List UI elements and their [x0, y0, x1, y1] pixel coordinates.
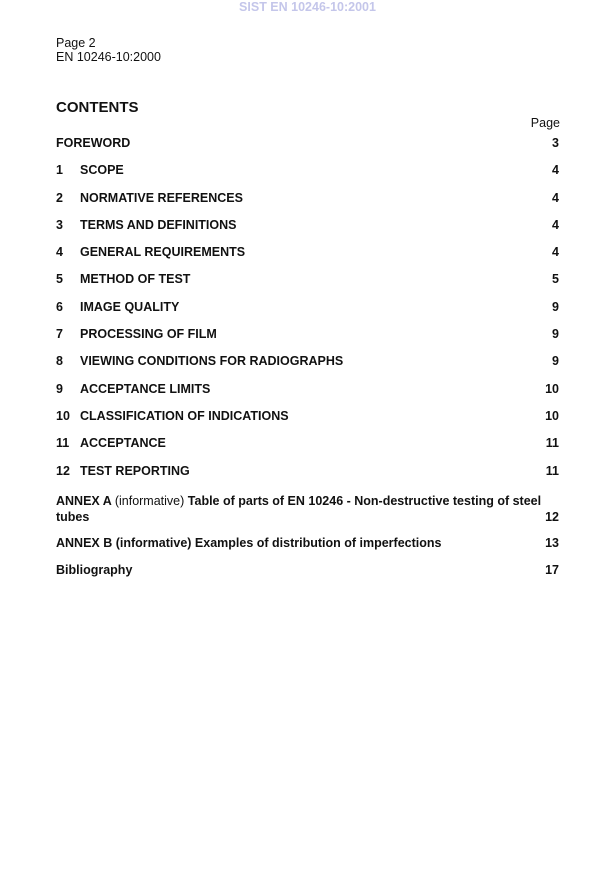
toc-number: 5: [56, 272, 63, 287]
page-header: [56, 36, 161, 64]
toc-label: PROCESSING OF FILM: [80, 327, 217, 342]
toc-entry[interactable]: [56, 354, 559, 381]
toc-label: SCOPE: [80, 163, 124, 178]
toc-page: 11: [545, 436, 559, 451]
toc-page: 9: [552, 327, 559, 342]
toc-entry[interactable]: [56, 300, 559, 327]
toc-number: 10: [56, 408, 70, 423]
toc-page: 4: [552, 217, 559, 232]
toc-entry-annex-b[interactable]: [56, 536, 559, 563]
toc-number: 7: [56, 327, 63, 342]
annex-a-title: Table of parts of EN 10246 - Non-destructive testing of steel tubes: [56, 493, 542, 524]
toc-entry[interactable]: [56, 464, 559, 491]
toc-page: 4: [552, 245, 559, 260]
page-column-label: Page: [530, 116, 560, 130]
toc-number: 2: [56, 190, 63, 205]
toc-page: 12: [545, 509, 559, 524]
page-number: Page 2: [56, 36, 96, 50]
toc-number: 11: [56, 436, 70, 451]
toc-page: 17: [545, 563, 559, 578]
toc-number: 8: [56, 354, 63, 369]
toc-entry[interactable]: [56, 245, 559, 272]
toc-label: ACCEPTANCE: [80, 436, 166, 451]
watermark: SIST EN 10246-10:2001: [239, 0, 376, 14]
toc-number: 1: [56, 163, 63, 178]
toc-label: ACCEPTANCE LIMITS: [80, 381, 211, 396]
toc-entry[interactable]: [56, 163, 559, 190]
annex-a-qualifier: (informative): [114, 493, 185, 508]
toc-label: TEST REPORTING: [80, 463, 190, 478]
toc-entry-annex-a[interactable]: [56, 493, 559, 536]
toc-label: CLASSIFICATION OF INDICATIONS: [80, 408, 289, 423]
table-of-contents: [56, 136, 559, 590]
toc-entry[interactable]: [56, 409, 559, 436]
toc-page: 3: [552, 136, 559, 150]
toc-number: 3: [56, 217, 63, 232]
toc-page: 4: [552, 190, 559, 205]
toc-page: 10: [545, 408, 559, 423]
toc-page: 11: [545, 463, 559, 478]
standard-id: EN 10246-10:2000: [56, 50, 161, 64]
toc-label: VIEWING CONDITIONS FOR RADIOGRAPHS: [80, 354, 344, 369]
toc-page: 10: [545, 381, 559, 396]
toc-page: 9: [552, 299, 559, 314]
toc-number: 6: [56, 299, 63, 314]
toc-number: 4: [56, 245, 63, 260]
toc-number: 9: [56, 381, 63, 396]
toc-entry[interactable]: [56, 382, 559, 409]
toc-label: FOREWORD: [56, 136, 131, 150]
toc-label: NORMATIVE REFERENCES: [80, 190, 243, 205]
toc-entry[interactable]: [56, 272, 559, 299]
toc-entry[interactable]: [56, 327, 559, 354]
toc-label: GENERAL REQUIREMENTS: [80, 245, 246, 260]
toc-number: 12: [56, 463, 70, 478]
toc-page: 9: [552, 354, 559, 369]
toc-label: ANNEX B (informative) Examples of distribution of imperfections: [56, 535, 442, 550]
toc-page: 5: [552, 272, 559, 287]
toc-label: IMAGE QUALITY: [80, 299, 180, 314]
toc-entry[interactable]: [56, 436, 559, 463]
toc-entry-foreword[interactable]: [56, 136, 559, 163]
toc-page: 13: [545, 535, 559, 550]
toc-entry[interactable]: [56, 191, 559, 218]
toc-label: TERMS AND DEFINITIONS: [80, 217, 237, 232]
toc-page: 4: [552, 163, 559, 178]
contents-title: CONTENTS: [56, 99, 139, 116]
annex-a-prefix: ANNEX A: [56, 493, 112, 508]
toc-entry-bibliography[interactable]: [56, 563, 559, 590]
toc-entry[interactable]: [56, 218, 559, 245]
toc-label: METHOD OF TEST: [80, 272, 191, 287]
toc-label: Bibliography: [56, 563, 133, 578]
